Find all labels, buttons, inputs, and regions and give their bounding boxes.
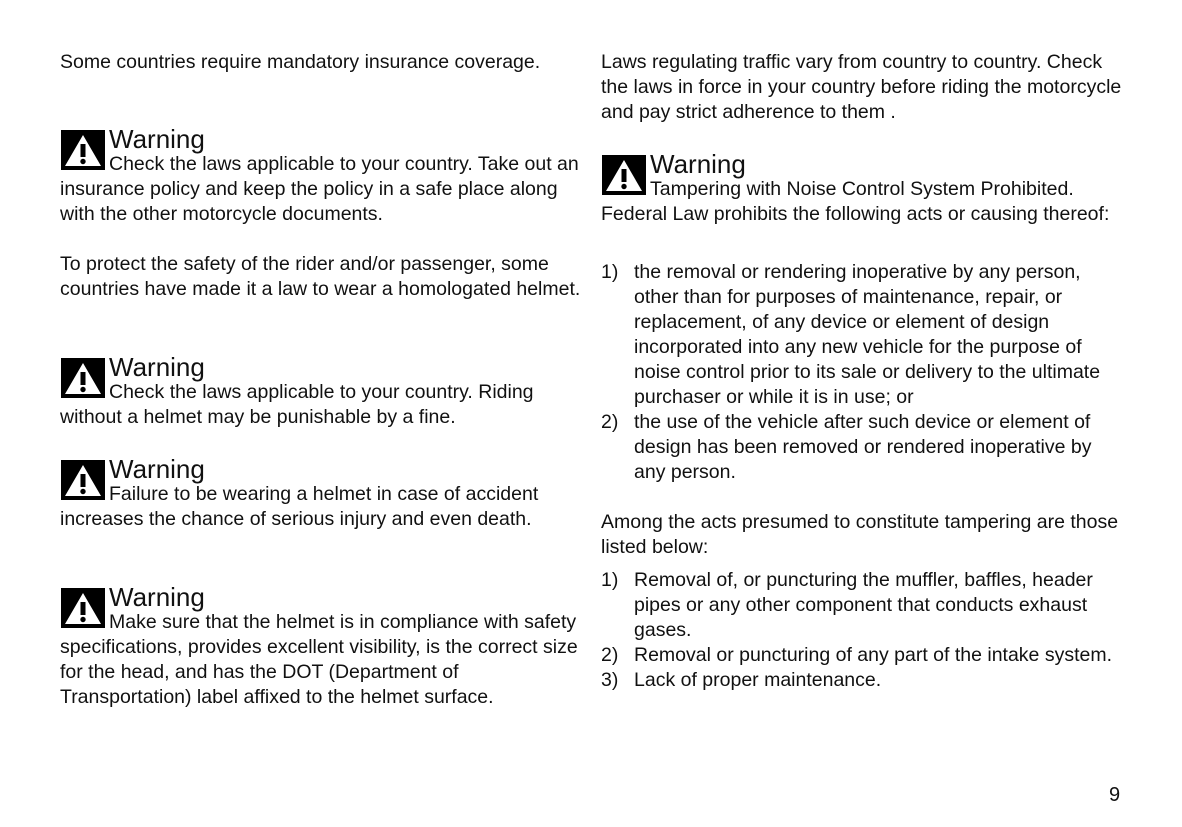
warning-body: Make sure that the helmet is in compliance with safety specifications, provides excellent visibility, is the correct size for the head, and has the DOT (Department of Transportation) label affixed to the helmet surface. <box>60 611 578 708</box>
list-item <box>601 568 1123 643</box>
item-text: the removal or rendering inoperative by any person, other than for purposes of maintenance, repair, or replacement, of any device or element of design incorporated into any new vehicle for the purpose of noise control prior to its sale or delivery to the ultimate purchaser or while it is in use; or <box>634 261 1101 408</box>
item-text: Removal of, or puncturing the muffler, baffles, header pipes or any other component that conducts exhaust gases. <box>634 569 1093 641</box>
warning-body: Check the laws applicable to your country. Take out an insurance policy and keep the policy in a safe place along with the other motorcycle documents. <box>60 153 579 225</box>
warning-title: Warning <box>109 582 205 612</box>
list-item <box>601 410 1123 485</box>
traffic-laws-paragraph: Laws regulating traffic vary from country to country. Check the laws in force in your country before riding the motorcycle and pay strict adherence to them . <box>601 51 1122 123</box>
warning-helmet-compliance <box>60 584 582 710</box>
item-number: 2) <box>601 411 619 433</box>
list-item <box>601 260 1123 410</box>
warning-title: Warning <box>109 454 205 484</box>
item-number: 1) <box>601 569 619 591</box>
list-item <box>601 668 1123 693</box>
page-number: 9 <box>1109 784 1121 806</box>
warning-noise-control <box>601 151 1123 227</box>
item-text: Lack of proper maintenance. <box>634 669 882 691</box>
tampering-paragraph: Among the acts presumed to constitute tampering are those listed below: <box>601 511 1119 558</box>
warning-body: Failure to be wearing a helmet in case of accident increases the chance of serious injury and even death. <box>60 483 539 530</box>
item-number: 2) <box>601 644 619 666</box>
warning-icon <box>61 130 105 170</box>
list-item <box>601 643 1123 668</box>
item-text: Removal or puncturing of any part of the intake system. <box>634 644 1112 666</box>
warning-icon <box>61 588 105 628</box>
warning-body: Check the laws applicable to your country. Riding without a helmet may be punishable by a fine. <box>60 381 534 428</box>
warning-body: Tampering with Noise Control System Prohibited. Federal Law prohibits the following acts or causing thereof: <box>601 178 1110 225</box>
item-number: 3) <box>601 669 619 691</box>
warning-icon <box>61 460 105 500</box>
warning-icon <box>602 155 646 195</box>
warning-insurance <box>60 126 582 227</box>
warning-title: Warning <box>109 352 205 382</box>
item-number: 1) <box>601 261 619 283</box>
warning-title: Warning <box>650 149 746 179</box>
insurance-paragraph: Some countries require mandatory insurance coverage. <box>60 51 541 73</box>
warning-title: Warning <box>109 124 205 154</box>
helmet-law-paragraph: To protect the safety of the rider and/or passenger, some countries have made it a law to wear a homologated helmet. <box>60 253 581 300</box>
prohibited-acts-list <box>601 260 1123 485</box>
warning-helmet-injury <box>60 456 582 532</box>
item-text: the use of the vehicle after such device or element of design has been removed or rendered inoperative by any person. <box>634 411 1092 483</box>
tampering-acts-list <box>601 568 1123 693</box>
warning-icon <box>61 358 105 398</box>
warning-helmet-fine <box>60 354 582 430</box>
